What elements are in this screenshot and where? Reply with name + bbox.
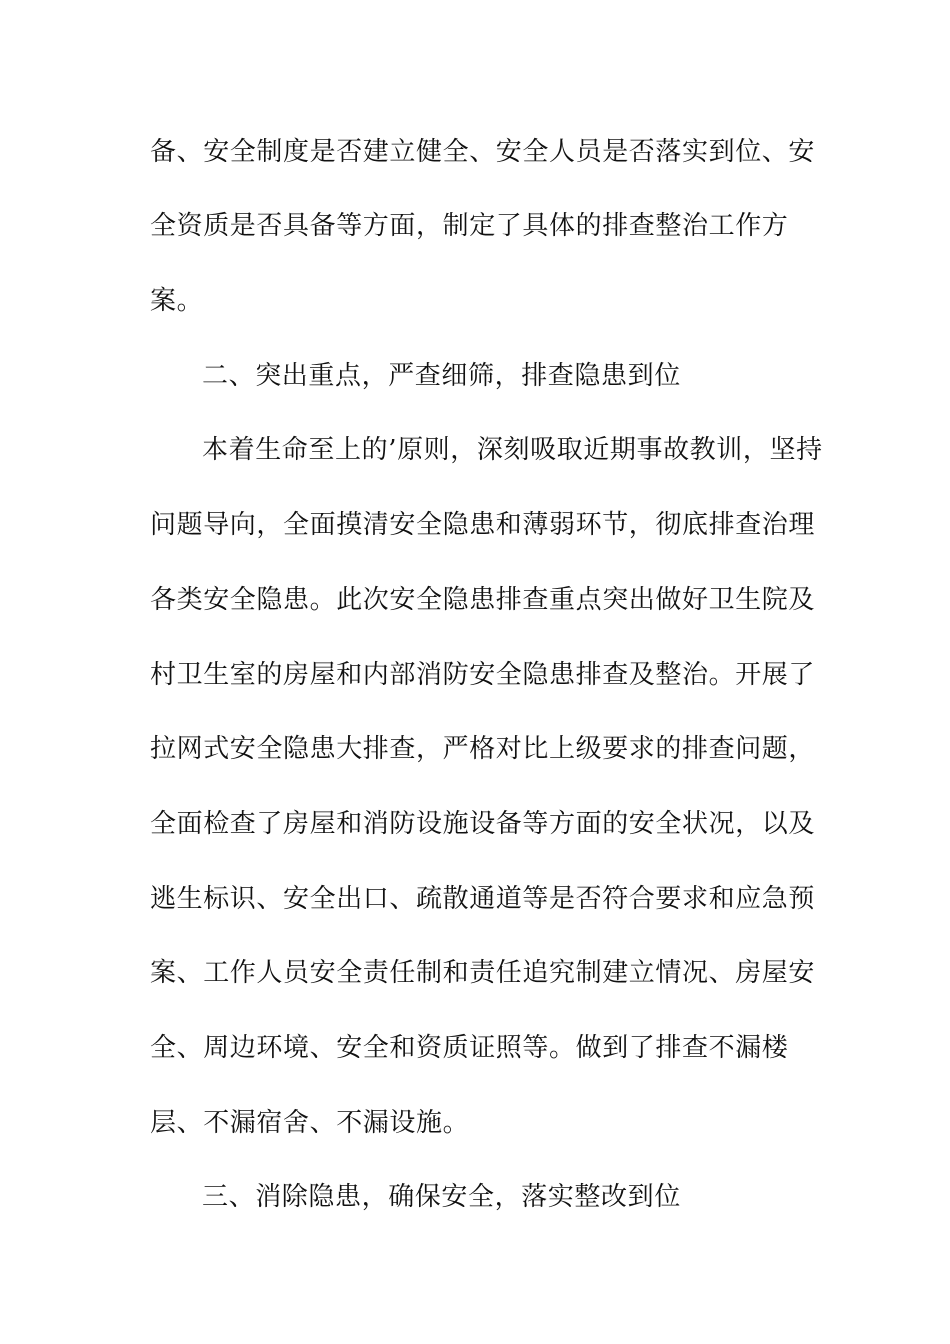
text-line: 全面检查了房屋和消防设施设备等方面的安全状况，以及 (150, 809, 816, 839)
text-line: 全、周边环境、安全和资质证照等。做到了排查不漏楼 (150, 1033, 789, 1063)
text-line: 村卫生室的房屋和内部消防安全隐患排查及整治。开展了 (150, 660, 816, 690)
text-line: 案。 (150, 286, 204, 316)
text-line: 逃生标识、安全出口、疏散通道等是否符合要求和应急预 (150, 884, 816, 914)
section-heading: 三、消除隐患，确保安全，落实整改到位 (202, 1182, 681, 1212)
text-line: 层、不漏宿舍、不漏设施。 (150, 1108, 470, 1138)
text-line: 案、工作人员安全责任制和责任追究制建立情况、房屋安 (150, 958, 816, 988)
text-line: 拉网式安全隐患大排查，严格对比上级要求的排查问题， (150, 734, 816, 764)
text-line: 各类安全隐患。此次安全隐患排查重点突出做好卫生院及 (150, 585, 816, 615)
text-line: 备、安全制度是否建立健全、安全人员是否落实到位、安 (150, 137, 816, 167)
section-heading: 二、突出重点，严查细筛，排查隐患到位 (202, 361, 681, 391)
text-line: 问题导向，全面摸清安全隐患和薄弱环节，彻底排查治理 (150, 510, 816, 540)
text-line: 全资质是否具备等方面，制定了具体的排查整治工作方 (150, 211, 789, 241)
paragraph-first-line: 本着生命至上的’原则，深刻吸取近期事故教训，坚持 (202, 435, 823, 465)
